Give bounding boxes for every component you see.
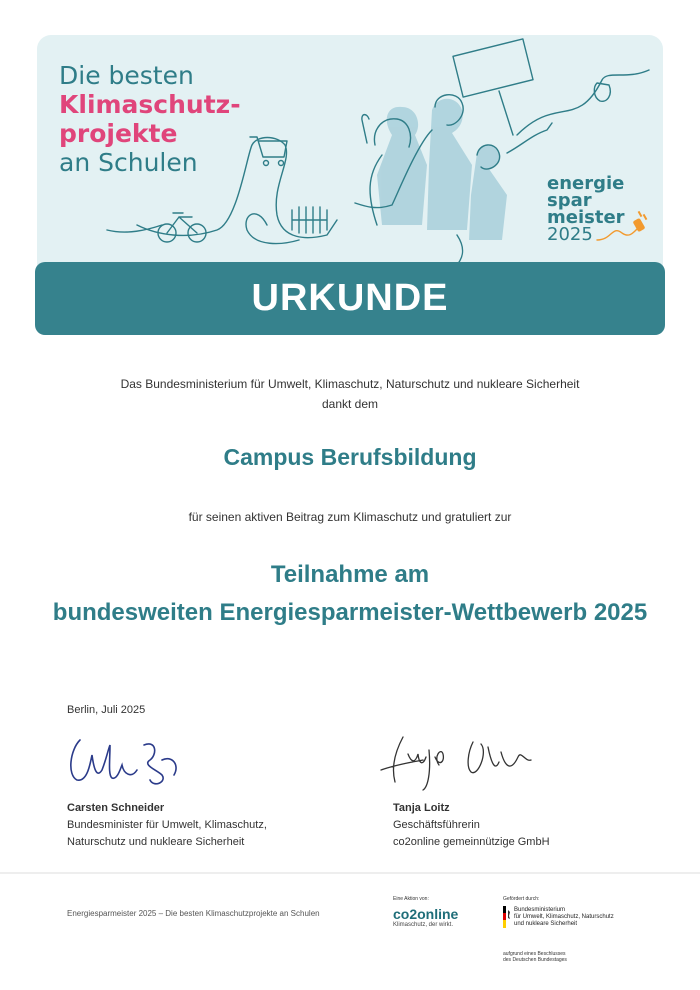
bulb-cable xyxy=(517,70,649,135)
participation-line2: bundesweiten Energiesparmeister-Wettbewerb 2025 xyxy=(52,599,648,626)
ministry-text xyxy=(0,374,700,414)
school-name: Campus Berufsbildung xyxy=(223,444,477,470)
contribution-text: für seinen aktiven Beitrag zum Klimaschutz und gratuliert zur xyxy=(188,510,512,524)
bmu-line2: für Umwelt, Klimaschutz, Naturschutz xyxy=(514,914,614,920)
place-date: Berlin, Juli 2025 xyxy=(67,704,146,716)
signatory-role-line1: Geschäftsführerin xyxy=(393,819,480,831)
certificate-heading: URKUNDE xyxy=(251,277,449,319)
brand-year: 2025 xyxy=(547,224,593,245)
co2online-caption: Eine Aktion von: xyxy=(393,896,429,902)
protest-sign-icon xyxy=(453,39,533,97)
cart-wheel-icon xyxy=(279,161,284,166)
banner-title-line1: Die besten xyxy=(59,61,194,90)
co2online-tagline: Klimaschutz, der wirkt. xyxy=(393,922,454,928)
participation-text xyxy=(0,556,700,632)
bundestag-line1: aufgrund eines Beschlusses xyxy=(503,951,566,957)
participation-line1: Teilnahme am xyxy=(270,561,430,588)
bicycle-frame-icon xyxy=(167,213,197,233)
brand-line2: spar xyxy=(547,190,592,211)
bundestag-line2: des Deutschen Bundestages xyxy=(503,957,567,963)
bundestag-note xyxy=(503,951,567,963)
german-flag-icon xyxy=(503,906,511,928)
thumbs-up-icon xyxy=(362,115,369,143)
cart-wheel-icon xyxy=(264,161,269,166)
energiesparmeister-logo xyxy=(547,175,625,243)
brand-line1: energie xyxy=(547,173,625,194)
signatory-role-line2: Naturschutz und nukleare Sicherheit xyxy=(67,836,245,848)
brand-line3: meister xyxy=(547,207,625,228)
person-center-silhouette xyxy=(427,99,472,230)
signature-loitz xyxy=(373,732,543,792)
person-right-silhouette xyxy=(469,145,507,240)
signatory-role-line1: Bundesminister für Umwelt, Klimaschutz, xyxy=(67,819,267,831)
signatory-schneider xyxy=(67,800,267,851)
certificate-heading-bar xyxy=(35,262,665,335)
co2online-logo: co2online xyxy=(393,906,459,922)
signatory-name: Tanja Loitz xyxy=(393,802,450,814)
funded-caption: Gefördert durch: xyxy=(503,896,540,902)
signatory-name: Carsten Schneider xyxy=(67,802,165,814)
ministry-line2: dankt dem xyxy=(321,397,379,411)
bmu-logo-text xyxy=(514,907,614,928)
footer-text: Energiesparmeister 2025 – Die besten Klimaschutzprojekte an Schulen xyxy=(67,909,320,918)
radiator-icon xyxy=(292,207,327,233)
signatory-role-line2: co2online gemeinnützige GmbH xyxy=(393,836,550,848)
sign-pole xyxy=(499,91,513,135)
ministry-line1: Das Bundesministerium für Umwelt, Klimaschutz, Naturschutz und nukleare Sicherheit xyxy=(120,377,580,391)
bmu-line1: Bundesministerium xyxy=(514,907,566,913)
energy-line xyxy=(107,138,337,244)
signature-schneider xyxy=(62,730,192,790)
banner-title-line2: Klimaschutz- xyxy=(59,90,241,119)
header-banner xyxy=(37,35,663,275)
banner-title-line3: projekte xyxy=(59,119,178,148)
banner-title-line4: an Schulen xyxy=(59,148,198,177)
signatory-loitz xyxy=(393,800,550,851)
lightbulb-icon xyxy=(594,83,610,101)
plug-icon xyxy=(633,211,648,232)
bmu-line3: und nukleare Sicherheit xyxy=(514,921,578,927)
footer-divider xyxy=(0,872,700,874)
